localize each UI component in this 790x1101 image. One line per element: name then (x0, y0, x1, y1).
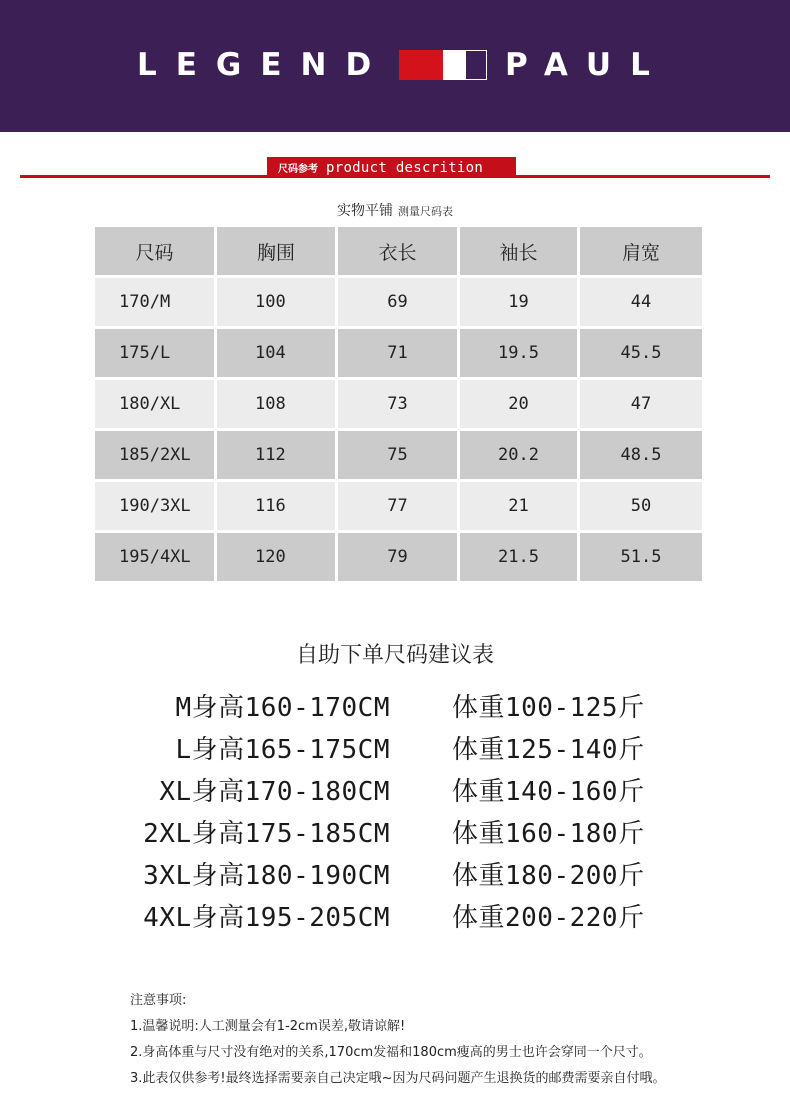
cell-length: 69 (338, 278, 457, 326)
header-size: 尺码 (95, 227, 214, 275)
section-label-cn: 尺码参考 (278, 164, 318, 175)
cell-size: 170/M (95, 278, 214, 326)
recommend-height: 4XL身高195-205CM (143, 903, 390, 933)
recommend-height: L身高165-175CM (175, 735, 390, 765)
notes-title: 注意事项: (130, 993, 187, 1008)
cell-shoulder: 47 (580, 380, 702, 428)
cell-size: 175/L (95, 329, 214, 377)
cell-size: 190/3XL (95, 482, 214, 530)
brand-header (0, 0, 790, 132)
table-row (95, 431, 702, 479)
brand-name-left: LEGEND (137, 47, 391, 83)
recommend-row (0, 730, 790, 772)
recommend-row (0, 898, 790, 940)
cell-length: 75 (338, 431, 457, 479)
size-table (95, 227, 702, 584)
recommend-height: XL身高170-180CM (159, 777, 390, 807)
cell-chest: 112 (217, 431, 335, 479)
table-row (95, 278, 702, 326)
cell-sleeve: 19 (460, 278, 577, 326)
note-item: 1.温馨说明:人工测量会有1-2cm误差,敬请谅解! (130, 1019, 406, 1034)
cell-sleeve: 21.5 (460, 533, 577, 581)
cell-length: 73 (338, 380, 457, 428)
cell-sleeve: 20.2 (460, 431, 577, 479)
cell-sleeve: 20 (460, 380, 577, 428)
cell-shoulder: 44 (580, 278, 702, 326)
table-caption-sub: 测量尺码表 (398, 205, 454, 218)
recommend-row (0, 814, 790, 856)
header-shoulder: 肩宽 (580, 227, 702, 275)
table-row (95, 482, 702, 530)
recommend-height: M身高160-170CM (175, 693, 390, 723)
recommend-weight: 体重125-140斤 (452, 735, 645, 765)
notes-section (130, 988, 780, 1092)
cell-size: 195/4XL (95, 533, 214, 581)
recommend-list (0, 688, 790, 940)
note-item: 3.此表仅供参考!最终选择需要亲自己决定哦~因为尺码问题产生退换货的邮费需要亲自付哦。 (130, 1071, 666, 1086)
header-length: 衣长 (338, 227, 457, 275)
cell-length: 77 (338, 482, 457, 530)
note-item: 2.身高体重与尺寸没有绝对的关系,170cm发福和180cm瘦高的男士也许会穿同一个尺寸。 (130, 1045, 652, 1060)
brand-name-right: PAUL (505, 47, 669, 83)
recommend-title: 自助下单尺码建议表 (295, 643, 494, 668)
cell-length: 71 (338, 329, 457, 377)
cell-sleeve: 21 (460, 482, 577, 530)
recommend-row (0, 688, 790, 730)
cell-chest: 100 (217, 278, 335, 326)
table-caption-main: 实物平铺 (336, 203, 393, 219)
recommend-weight: 体重100-125斤 (452, 693, 645, 723)
recommend-row (0, 856, 790, 898)
cell-chest: 104 (217, 329, 335, 377)
brand-flag-logo (399, 50, 487, 80)
recommend-weight: 体重160-180斤 (452, 819, 645, 849)
recommend-weight: 体重140-160斤 (452, 777, 645, 807)
flag-navy-block (465, 50, 487, 80)
cell-shoulder: 45.5 (580, 329, 702, 377)
recommend-weight: 体重200-220斤 (452, 903, 645, 933)
cell-shoulder: 51.5 (580, 533, 702, 581)
recommend-height: 3XL身高180-190CM (143, 861, 390, 891)
recommend-weight: 体重180-200斤 (452, 861, 645, 891)
cell-length: 79 (338, 533, 457, 581)
cell-shoulder: 48.5 (580, 431, 702, 479)
flag-red-block (399, 50, 443, 80)
flag-white-block (443, 50, 465, 80)
cell-size: 185/2XL (95, 431, 214, 479)
table-row (95, 533, 702, 581)
table-header-row (95, 227, 702, 275)
section-label (267, 157, 516, 178)
table-caption (0, 200, 790, 220)
cell-sleeve: 19.5 (460, 329, 577, 377)
table-row (95, 329, 702, 377)
header-chest: 胸围 (217, 227, 335, 275)
cell-shoulder: 50 (580, 482, 702, 530)
recommend-row (0, 772, 790, 814)
section-label-en: product descrition (326, 159, 484, 176)
table-row (95, 380, 702, 428)
cell-chest: 120 (217, 533, 335, 581)
header-sleeve: 袖长 (460, 227, 577, 275)
cell-chest: 108 (217, 380, 335, 428)
recommend-height: 2XL身高175-185CM (143, 819, 390, 849)
cell-size: 180/XL (95, 380, 214, 428)
cell-chest: 116 (217, 482, 335, 530)
